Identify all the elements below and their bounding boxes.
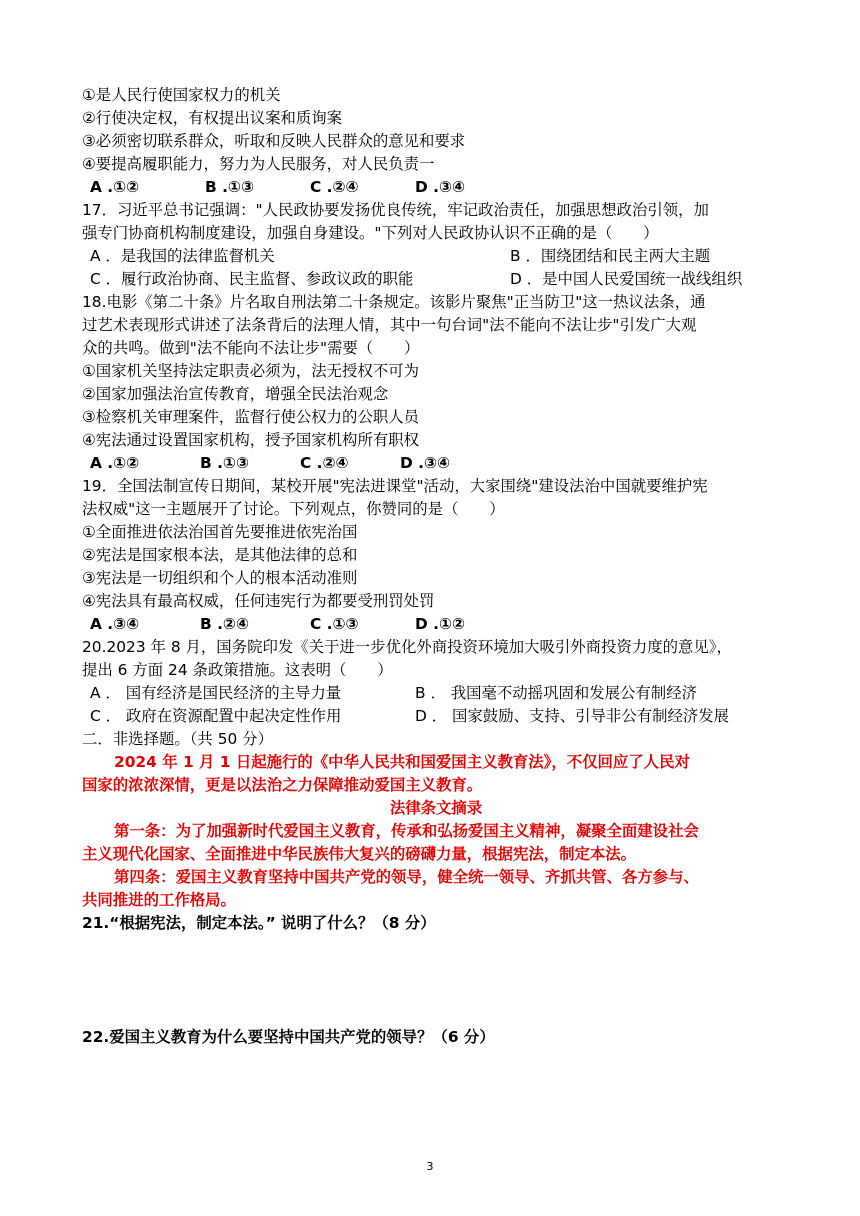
section-2-title: 二．非选择题。（共 50 分） bbox=[82, 730, 273, 748]
q16-item-4: ④要提高履职能力，努力为人民服务，对人民负责一 bbox=[82, 155, 435, 173]
q16-option-a: A .①② bbox=[90, 178, 140, 196]
material-intro-line-1: 2024 年 1 月 1 日起施行的《中华人民共和国爱国主义教育法》，不仅回应了人民对 bbox=[114, 753, 690, 771]
q19-item-1: ①全面推进依法治国首先要推进依宪治国 bbox=[82, 523, 358, 541]
question-21: 21.“根据宪法，制定本法。” 说明了什么？（8 分） bbox=[82, 914, 436, 932]
q19-option-a: A .③④ bbox=[90, 615, 140, 633]
article-4-line-1: 第四条：爱国主义教育坚持中国共产党的领导，健全统一领导、齐抓共管、各方参与、 bbox=[114, 868, 699, 886]
q18-stem-line-3: 众的共鸣。做到"法不能向不法让步"需要（ ） bbox=[82, 339, 420, 357]
q19-item-2: ②宪法是国家根本法，是其他法律的总和 bbox=[82, 546, 358, 564]
q16-item-1: ①是人民行使国家权力的机关 bbox=[82, 86, 281, 104]
article-4-line-2: 共同推进的工作格局。 bbox=[82, 891, 236, 909]
q17-option-c: C ．履行政治协商、民主监督、参政议政的职能 bbox=[90, 270, 414, 288]
q20-option-b: B ． 我国毫不动摇巩固和发展公有制经济 bbox=[415, 684, 697, 702]
page-number: 3 bbox=[426, 1160, 434, 1173]
q19-option-c: C .①③ bbox=[310, 615, 359, 633]
q20-option-a: A ． 国有经济是国民经济的主导力量 bbox=[90, 684, 342, 702]
q20-stem-line-1: 20.2023 年 8 月，国务院印发《关于进一步优化外商投资环境加大吸引外商投资力度的意见》， bbox=[82, 638, 732, 656]
q20-option-d: D ． 国家鼓励、支持、引导非公有制经济发展 bbox=[415, 707, 730, 725]
q18-option-c: C .②④ bbox=[300, 454, 349, 472]
q17-stem-line-2: 强专门协商机构制度建设，加强自身建设。"下列对人民政协认识不正确的是（ ） bbox=[82, 224, 659, 242]
q16-item-3: ③必须密切联系群众，听取和反映人民群众的意见和要求 bbox=[82, 132, 466, 150]
q18-option-d: D .③④ bbox=[400, 454, 451, 472]
q19-item-4: ④宪法具有最高权威，任何违宪行为都要受刑罚处罚 bbox=[82, 592, 435, 610]
q17-option-b: B ．围绕团结和民主两大主题 bbox=[510, 247, 711, 265]
q18-option-b: B .①③ bbox=[200, 454, 249, 472]
material-heading: 法律条文摘录 bbox=[389, 799, 483, 817]
q19-stem-line-2: 法权威"这一主题展开了讨论。下列观点，你赞同的是（ ） bbox=[82, 500, 505, 518]
q16-option-d: D .③④ bbox=[415, 178, 466, 196]
q19-option-d: D .①② bbox=[415, 615, 466, 633]
q18-item-1: ①国家机关坚持法定职责必须为，法无授权不可为 bbox=[82, 362, 420, 380]
q16-option-c: C .②④ bbox=[310, 178, 359, 196]
question-22: 22.爱国主义教育为什么要坚持中国共产党的领导？（6 分） bbox=[82, 1028, 495, 1046]
article-1-line-2: 主义现代化国家、全面推进中华民族伟大复兴的磅礴力量，根据宪法，制定本法。 bbox=[82, 845, 637, 863]
q20-stem-line-2: 提出 6 方面 24 条政策措施。这表明（ ） bbox=[82, 661, 393, 679]
q19-stem-line-1: 19．全国法制宣传日期间，某校开展"宪法进课堂"活动，大家围绕"建设法治中国就要维护宪 bbox=[82, 477, 708, 495]
q20-option-c: C ． 政府在资源配置中起决定性作用 bbox=[90, 707, 342, 725]
q18-item-4: ④宪法通过设置国家机构，授予国家机构所有职权 bbox=[82, 431, 420, 449]
article-1-line-1: 第一条：为了加强新时代爱国主义教育，传承和弘扬爱国主义精神，凝聚全面建设社会 bbox=[114, 822, 699, 840]
q18-stem-line-2: 过艺术表现形式讲述了法条背后的法理人情，其中一句台词"法不能向不法让步"引发广大观 bbox=[82, 316, 697, 334]
q18-stem-line-1: 18.电影《第二十条》片名取自刑法第二十条规定。该影片聚焦"正当防卫"这一热议法条，通 bbox=[82, 293, 706, 311]
q18-item-2: ②国家加强法治宣传教育，增强全民法治观念 bbox=[82, 385, 389, 403]
material-intro-line-2: 国家的浓浓深情，更是以法治之力保障推动爱国主义教育。 bbox=[82, 776, 483, 794]
q18-item-3: ③检察机关审理案件，监督行使公权力的公职人员 bbox=[82, 408, 420, 426]
q19-item-3: ③宪法是一切组织和个人的根本活动准则 bbox=[82, 569, 358, 587]
q16-option-b: B .①③ bbox=[205, 178, 254, 196]
q19-option-b: B .②④ bbox=[200, 615, 249, 633]
q16-item-2: ②行使决定权，有权提出议案和质询案 bbox=[82, 109, 343, 127]
q17-stem-line-1: 17．习近平总书记强调："人民政协要发扬优良传统，牢记政治责任，加强思想政治引领，加 bbox=[82, 201, 709, 219]
q17-option-a: A ．是我国的法律监督机关 bbox=[90, 247, 275, 265]
q17-option-d: D ．是中国人民爱国统一战线组织 bbox=[510, 270, 743, 288]
q18-option-a: A .①② bbox=[90, 454, 140, 472]
